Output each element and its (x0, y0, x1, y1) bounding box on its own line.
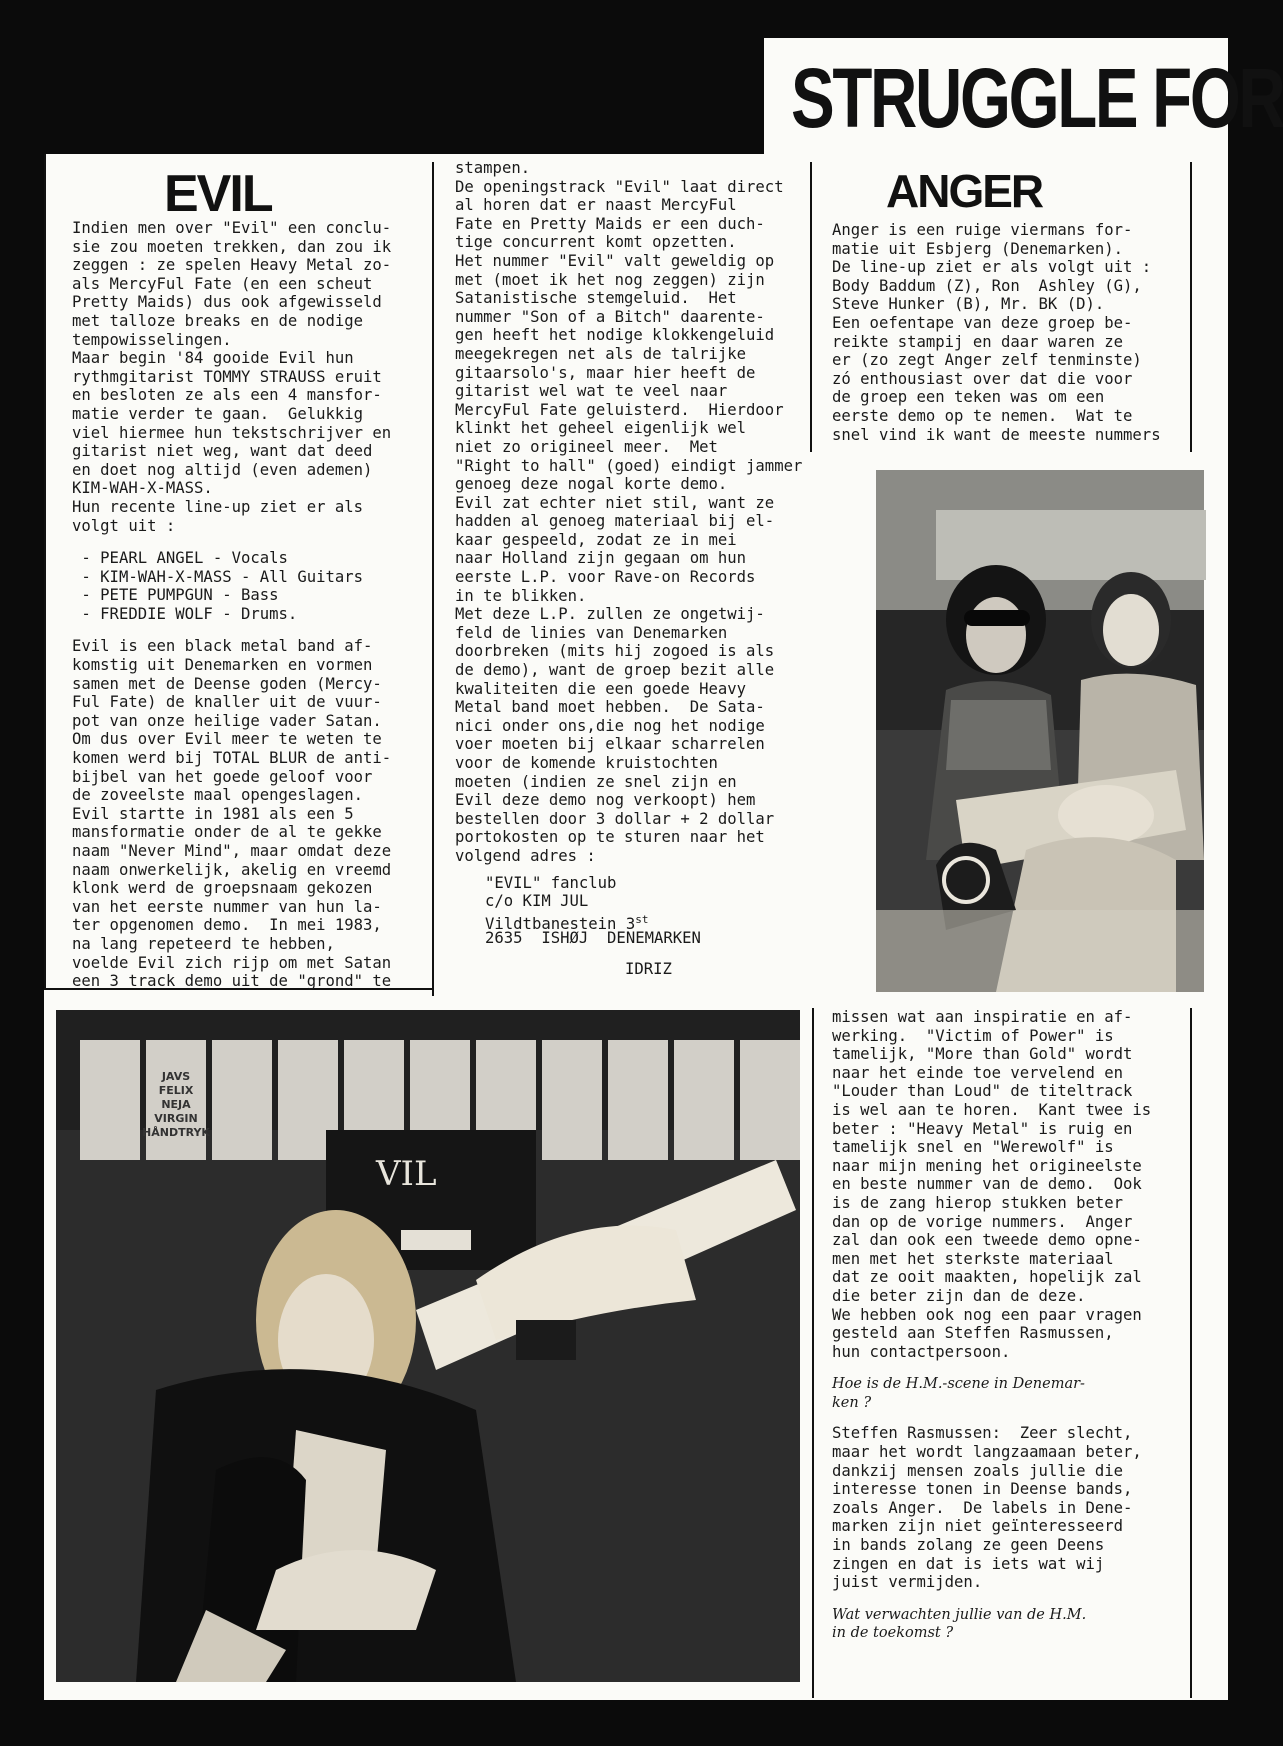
text-line: de groep een teken was om een (832, 388, 1105, 407)
text-line: rythmgitarist TOMMY STRAUSS eruit (72, 367, 382, 386)
interview-answer: dankzij mensen zoals jullie die (832, 1461, 1124, 1480)
text-line: klonk werd de groepsnaam gekozen (72, 879, 373, 898)
text-line: We hebben ook nog een paar vragen (832, 1305, 1142, 1324)
evil-heading: EVIL (164, 165, 272, 223)
poster-text-virgin: VIRGIN (154, 1112, 198, 1125)
poster-text-felix: FELIX (158, 1084, 194, 1097)
text-line: Fate en Pretty Maids er een duch- (455, 214, 765, 233)
text-line: moeten (indien ze snel zijn en (455, 772, 737, 791)
text-line: met (moet ik het nog zeggen) zijn (455, 270, 765, 289)
text-line: komstig uit Denemarken en vormen (72, 656, 373, 675)
text-line: "Right to hall" (goed) eindigt jammer (455, 456, 803, 475)
address-line: 2635 ISHØJ DENEMARKEN (485, 929, 701, 948)
text-line: viel hiermee hun tekstschrijver en (72, 423, 392, 442)
text-line: volgt uit : (72, 516, 176, 535)
interview-answer: in bands zolang ze geen Deens (832, 1536, 1105, 1555)
page-bottom-edge (0, 1700, 1228, 1746)
anger-photo-image (876, 470, 1204, 992)
text-line: Pretty Maids) dus ook afgewisseld (72, 293, 382, 312)
column-rule-mid1 (432, 162, 434, 996)
column-rule-left (44, 154, 46, 988)
anger-column-bottom (832, 1008, 1151, 1643)
interview-answer: Steffen Rasmussen: Zeer slecht, (832, 1424, 1133, 1443)
interview-question: in de toekomst ? (832, 1625, 954, 1642)
anger-heading: ANGER (886, 165, 1043, 217)
text-line: Anger is een ruige viermans for- (832, 221, 1133, 239)
interview-answer: maar het wordt langzaamaan beter, (832, 1443, 1142, 1462)
text-line: al horen dat er naast MercyFul (455, 196, 737, 215)
evil-column-2 (455, 159, 802, 979)
anger-band-photo (876, 470, 1204, 992)
evil-photo-image (56, 1010, 800, 1682)
text-line: na lang repeteerd te hebben, (72, 934, 335, 953)
poster-text-javs: JAVS (161, 1070, 191, 1083)
text-line: eerste demo op te nemen. Wat te (832, 406, 1133, 425)
text-line: werking. "Victim of Power" is (832, 1026, 1114, 1045)
address-superscript: st (635, 912, 649, 926)
text-line: beter : "Heavy Metal" is ruig en (832, 1119, 1133, 1138)
text-line: er (zo zegt Anger zelf tenminste) (832, 351, 1142, 370)
text-line: ter opgenomen demo. In mei 1983, (72, 916, 382, 935)
text-line: samen met de Deense goden (Mercy- (72, 674, 382, 693)
paragraph-gap (72, 623, 391, 637)
lineup-item: - FREDDIE WOLF - Drums. (72, 604, 298, 623)
interview-answer: interesse tonen in Deense bands, (832, 1480, 1133, 1499)
column-rule-bottom-mid (812, 1008, 814, 1698)
text-line: stampen. (455, 159, 531, 177)
lineup-item: - PEARL ANGEL - Vocals (72, 549, 288, 568)
text-line: naam "Never Mind", maar omdat deze (72, 842, 392, 860)
text-line: matie uit Esbjerg (Denemarken). (832, 239, 1124, 258)
text-line: KIM-WAH-X-MASS. (72, 479, 213, 498)
interview-answer: zoals Anger. De labels in Dene- (832, 1498, 1133, 1517)
author-signature: IDRIZ (625, 959, 672, 978)
paragraph-gap (832, 1412, 1151, 1424)
text-line: pot van onze heilige vader Satan. (72, 711, 382, 730)
text-line: De line-up ziet er als volgt uit : (832, 258, 1152, 277)
text-line: en beste nummer van de demo. Ook (832, 1175, 1142, 1194)
evil-guitarist-photo (56, 1010, 800, 1682)
text-line: Body Baddum (Z), Ron Ashley (G), (832, 276, 1142, 295)
address-line: c/o KIM JUL (485, 892, 589, 911)
text-line: tamelijk, "More than Gold" wordt (832, 1045, 1133, 1064)
text-line: dat ze ooit maakten, hopelijk zal (832, 1268, 1142, 1287)
text-line: naar Holland zijn gegaan om hun (455, 549, 747, 568)
text-line: zó enthousiast over dat die voor (832, 369, 1133, 388)
text-line: Met deze L.P. zullen ze ongetwij- (455, 605, 765, 624)
paragraph-gap (455, 948, 802, 960)
text-line: tempowisselingen. (72, 330, 232, 349)
text-line: sie zou moeten trekken, dan zou ik (72, 237, 392, 256)
text-line: "Louder than Loud" de titeltrack (832, 1082, 1133, 1101)
text-line: Evil startte in 1981 als een 5 (72, 804, 354, 823)
text-line: komen werd bij TOTAL BLUR de anti- (72, 749, 392, 768)
paragraph-gap (455, 866, 802, 874)
interview-answer: marken zijn niet geïnteresseerd (832, 1517, 1124, 1536)
text-line: van het eerste nummer van hun la- (72, 897, 382, 916)
text-line: kwaliteiten die een goede Heavy (455, 679, 747, 698)
text-line: klinkt het geheel eigenlijk wel (455, 419, 747, 438)
text-line: gitaarsolo's, maar hier heeft de (455, 363, 756, 382)
text-line: Een oefentape van deze groep be- (832, 313, 1133, 332)
text-line: meegekregen net als de talrijke (455, 344, 747, 363)
column-rule-bottom-right (1190, 1008, 1192, 1698)
text-line: Evil is een black metal band af- (72, 637, 373, 656)
interview-question: Hoe is de H.M.-scene in Denemar- (832, 1376, 1085, 1393)
text-line: Maar begin '84 gooide Evil hun (72, 349, 354, 368)
lineup-item: - KIM-WAH-X-MASS - All Guitars (72, 567, 364, 586)
column-rule-mid2 (810, 162, 812, 452)
text-line: Steve Hunker (B), Mr. BK (D). (832, 295, 1105, 314)
text-line: tige concurrent komt opzetten. (455, 233, 737, 252)
address-line: "EVIL" fanclub (485, 873, 617, 892)
text-line: mansformatie onder de al te gekke (72, 823, 382, 842)
text-line: met talloze breaks en de nodige (72, 311, 364, 330)
text-line: naar mijn mening het origineelste (832, 1156, 1142, 1175)
text-line: is de zang hierop stukken beter (832, 1193, 1124, 1212)
text-line: een 3 track demo uit de "grond" te (72, 972, 392, 991)
text-line: volgend adres : (455, 846, 596, 865)
text-line: Het nummer "Evil" valt geweldig op (455, 251, 775, 270)
text-line: Satanistische stemgeluid. Het (455, 289, 737, 308)
paragraph-gap (832, 1592, 1151, 1606)
interview-answer: juist vermijden. (832, 1573, 983, 1592)
text-line: snel vind ik want de meeste nummers (832, 425, 1161, 444)
text-line: De openingstrack "Evil" laat direct (455, 177, 784, 196)
evil-column-1 (72, 219, 391, 991)
fanclub-address (455, 874, 802, 948)
text-line: niet zo origineel meer. Met (455, 437, 718, 456)
text-line: gitarist wel wat te veel naar (455, 382, 728, 401)
text-line: voor de komende kruistochten (455, 754, 718, 772)
text-line: bestellen door 3 dollar + 2 dollar (455, 809, 775, 828)
text-line: hadden al genoeg materiaal bij el- (455, 512, 775, 531)
text-line: gesteld aan Steffen Rasmussen, (832, 1324, 1114, 1343)
text-line: Hun recente line-up ziet er als (72, 497, 364, 516)
text-line: is wel aan te horen. Kant twee is (832, 1100, 1152, 1119)
text-line: zal dan ook een tweede demo opne- (832, 1231, 1142, 1250)
page-title: STRUGGLE FOR (791, 51, 1283, 145)
text-line: Om dus over Evil meer te weten te (72, 730, 382, 749)
text-line: zeggen : ze spelen Heavy Metal zo- (72, 256, 392, 275)
poster-text-handtryk: HÅNDTRYK (142, 1126, 210, 1139)
text-line: voer moeten bij elkaar scharrelen (455, 735, 765, 754)
text-line: feld de linies van Denemarken (455, 623, 728, 642)
text-line: men met het sterkste materiaal (832, 1249, 1114, 1268)
paragraph-gap (72, 535, 391, 549)
text-line: nummer "Son of a Bitch" daarente- (455, 307, 765, 326)
text-line: genoeg deze nogal korte demo. (455, 475, 728, 494)
text-line: gitarist niet weg, want dat deed (72, 442, 373, 461)
text-line: eerste L.P. voor Rave-on Records (455, 568, 756, 587)
interview-answer: zingen en dat is iets wat wij (832, 1554, 1105, 1573)
text-line: nici onder ons,die nog het nodige (455, 716, 765, 735)
text-line: tamelijk snel en "Werewolf" is (832, 1138, 1114, 1157)
text-line: als MercyFul Fate (en een scheut (72, 274, 373, 293)
poster-text-neja: NEJA (161, 1098, 191, 1111)
lineup-item: - PETE PUMPGUN - Bass (72, 586, 279, 605)
text-line: en doet nog altijd (even ademen) (72, 460, 373, 479)
text-line: Ful Fate) de knaller uit de vuur- (72, 693, 382, 712)
text-line: hun contactpersoon. (832, 1342, 1011, 1361)
text-line: portokosten op te sturen naar het (455, 828, 765, 847)
text-line: doorbreken (mits hij zogoed is als (455, 642, 775, 661)
amp-logo-text: VIL (376, 1154, 437, 1194)
paragraph-gap (832, 1361, 1151, 1375)
text-line: dan op de vorige nummers. Anger (832, 1212, 1133, 1231)
column-rule-right (1190, 162, 1192, 452)
anger-column-top (832, 221, 1161, 444)
text-line: Evil deze demo nog verkoopt) hem (455, 791, 756, 810)
interview-question: Wat verwachten jullie van de H.M. (832, 1606, 1087, 1623)
text-line: kaar gespeeld, zodat ze in mei (455, 530, 737, 549)
text-line: naar het einde toe vervelend en (832, 1063, 1124, 1082)
text-line: missen wat aan inspiratie en af- (832, 1008, 1133, 1026)
text-line: in te blikken. (455, 586, 587, 605)
text-line: Metal band moet hebben. De Sata- (455, 698, 765, 717)
text-line: en besloten ze als een 4 mansfor- (72, 386, 382, 405)
text-line: naam onwerkelijk, akelig en vreemd (72, 860, 392, 879)
text-line: reikte stampij en daar waren ze (832, 332, 1124, 351)
interview-question: ken ? (832, 1394, 872, 1411)
text-line: die beter zijn dan de deze. (832, 1286, 1086, 1305)
text-line: voelde Evil zich rijp om met Satan (72, 953, 392, 972)
text-line: de demo), want de groep bezit alle (455, 661, 775, 680)
text-line: de zoveelste maal opengeslagen. (72, 786, 364, 805)
address-line: Vildtbanestein 3st (485, 912, 649, 933)
text-line: MercyFul Fate geluisterd. Hierdoor (455, 400, 784, 419)
text-line: matie verder te gaan. Gelukkig (72, 404, 364, 423)
text-line: gen heeft het nodige klokkengeluid (455, 326, 775, 345)
text-line: Indien men over "Evil" een conclu- (72, 219, 392, 237)
text-line: bijbel van het goede geloof voor (72, 767, 373, 786)
text-line: Evil zat echter niet stil, want ze (455, 493, 775, 512)
